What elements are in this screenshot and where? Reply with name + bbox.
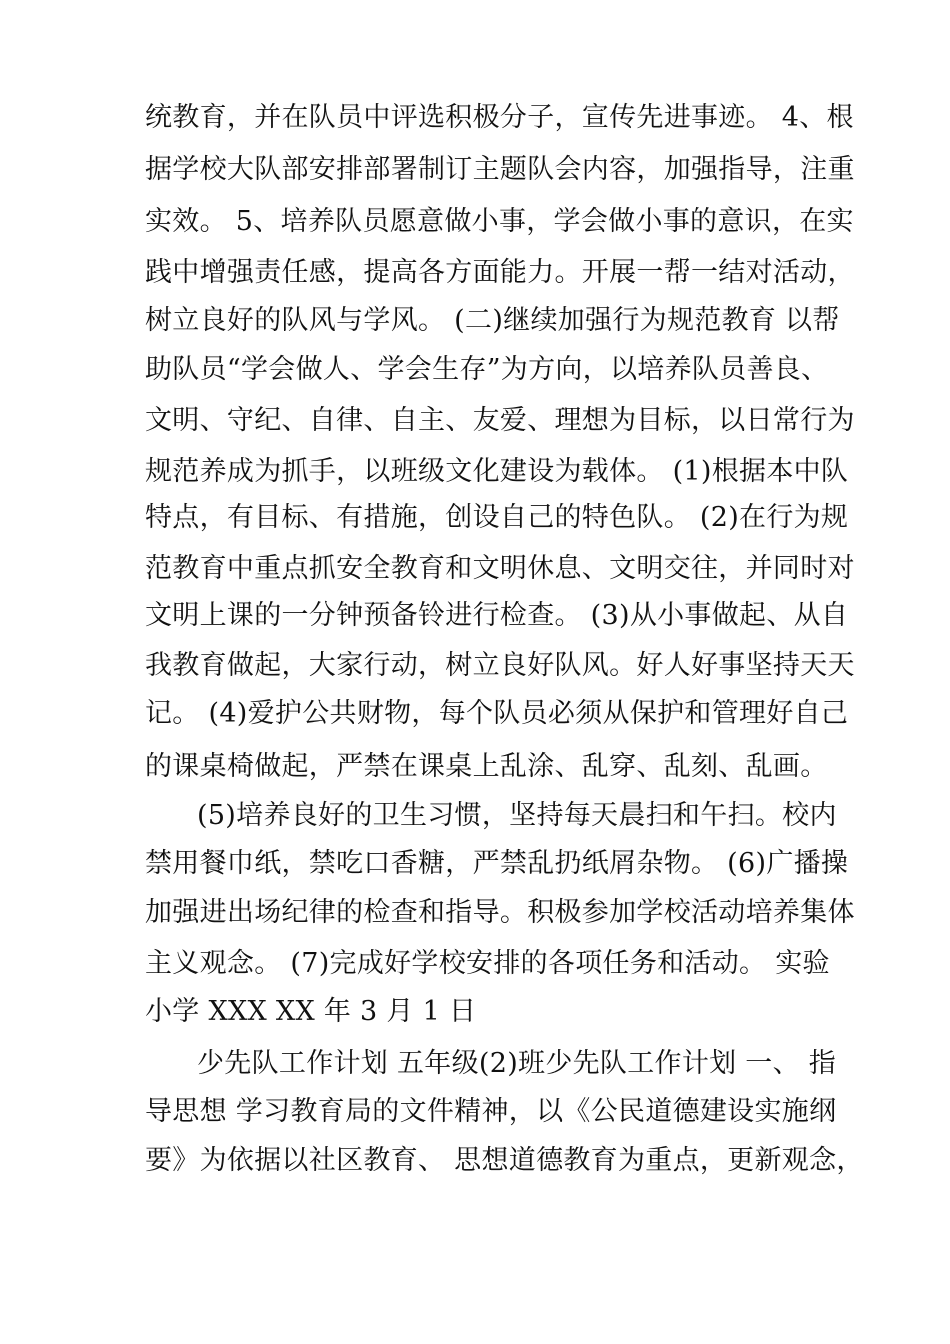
text-line-21: 导思想 学习教育局的文件精神，以《公民道德建设实施纲 — [145, 1096, 837, 1127]
text-line-9: 特点，有目标、有措施，创设自己的特色队。 (2)在行为规 — [145, 502, 849, 533]
date-line: 小学 XXX XX 年 3 月 1 日 — [145, 996, 477, 1027]
text-line-3: 实效。 5、培养队员愿意做小事，学会做小事的意识，在实 — [145, 206, 854, 237]
text-line-13: 记。 (4)爱护公共财物，每个队员必须从保护和管理好自己 — [145, 698, 849, 729]
text-line-12: 我教育做起，大家行动，树立良好队风。好人好事坚持天天 — [145, 650, 855, 681]
text-line-11: 文明上课的一分钟预备铃进行检查。 (3)从小事做起、从自 — [145, 600, 849, 631]
section-start-line: 少先队工作计划 五年级(2)班少先队工作计划 一、 指 — [197, 1048, 837, 1079]
text-line-6: 助队员“学会做人、学会生存”为方向，以培养队员善良、 — [145, 354, 829, 385]
text-line-22: 要》为依据以社区教育、 思想道德教育为重点，更新观念， — [145, 1145, 864, 1176]
text-line-10: 范教育中重点抓安全教育和文明休息、文明交往，并同时对 — [145, 553, 855, 584]
text-line-1: 统教育，并在队员中评选积极分子，宣传先进事迹。 4、根 — [145, 102, 854, 133]
text-line-7: 文明、守纪、自律、自主、友爱、理想为目标，以日常行为 — [145, 405, 855, 436]
text-line-2: 据学校大队部安排部署制订主题队会内容，加强指导，注重 — [145, 154, 855, 185]
text-line-17: 加强进出场纪律的检查和指导。积极参加学校活动培养集体 — [145, 897, 855, 928]
text-line-8: 规范养成为抓手，以班级文化建设为载体。 (1)根据本中队 — [145, 456, 849, 487]
text-line-18: 主义观念。 (7)完成好学校安排的各项任务和活动。 实验 — [145, 948, 830, 979]
text-line-16: 禁用餐巾纸，禁吃口香糖，严禁乱扔纸屑杂物。 (6)广播操 — [145, 848, 849, 879]
text-line-4: 践中增强责任感，提高各方面能力。开展一帮一结对活动， — [145, 257, 855, 288]
text-line-5: 树立良好的队风与学风。 (二)继续加强行为规范教育 以帮 — [145, 305, 840, 336]
text-line-14: 的课桌椅做起，严禁在课桌上乱涂、乱穿、乱刻、乱画。 — [145, 751, 828, 782]
paragraph-indent-line: (5)培养良好的卫生习惯，坚持每天晨扫和午扫。校内 — [197, 800, 837, 831]
